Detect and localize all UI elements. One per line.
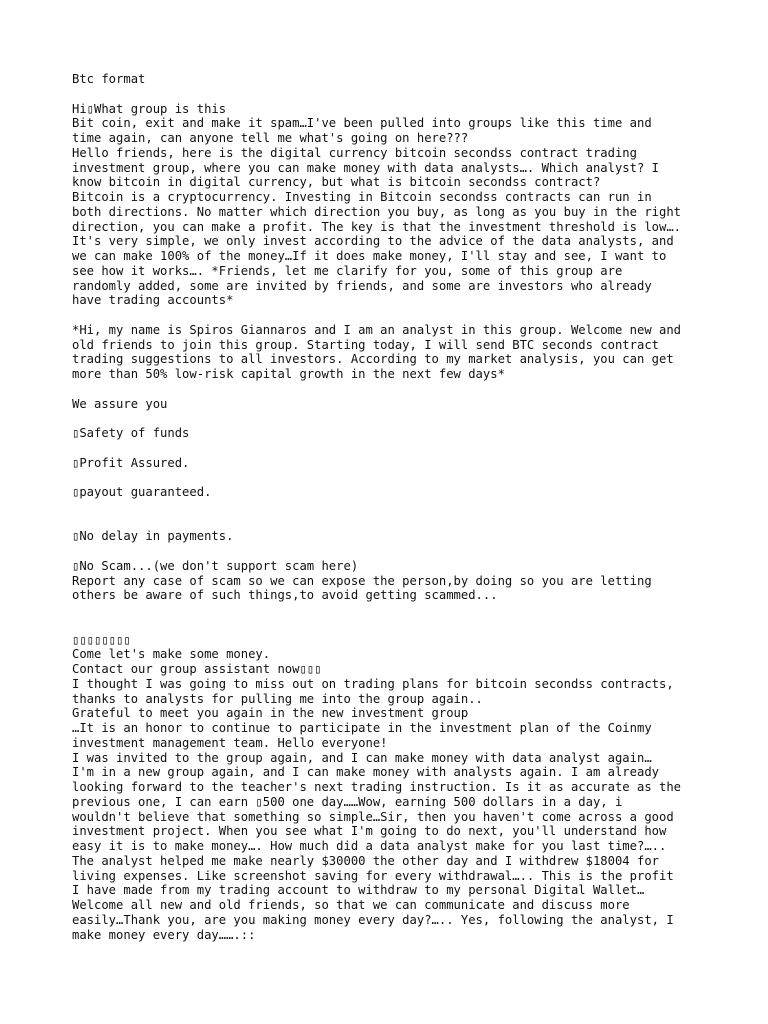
text-line: thanks to analysts for pulling me into the group again.. — [72, 691, 483, 706]
text-line: make money every day…….:: — [72, 927, 256, 942]
assurance-item: ▯No delay in payments. — [72, 529, 234, 544]
text-line: Report any case of scam so we can expose the person,by doing so you are letting — [72, 573, 652, 588]
text-line: time again, can anyone tell me what's going on here??? — [72, 131, 469, 145]
text-line: more than 50% low-risk capital growth in the next few days* — [72, 367, 505, 381]
text-line: investment project. When you see what I'm going to do next, you'll understand how — [72, 824, 667, 839]
text-line: know bitcoin in digital currency, but what is bitcoin secondss contract? — [72, 175, 601, 190]
text-line: wouldn't believe that something so simple…Sir, then you haven't come across a good — [72, 809, 674, 824]
text-line: ▯No Scam...(we don't support scam here) — [72, 558, 359, 573]
text-line: easy it is to make money…. How much did a data analyst make for you last time?….. — [72, 839, 667, 853]
text-line: I'm in a new group again, and I can make money with analysts again. I am already — [72, 765, 659, 780]
text-line: see how it works…. *Friends, let me clarify for you, some of this group are — [72, 263, 623, 278]
text-line: have trading accounts* — [72, 293, 234, 308]
intro-block — [72, 102, 712, 309]
text-line: I thought I was going to miss out on trading plans for bitcoin secondss contracts, — [72, 676, 674, 691]
testimonials-block — [72, 633, 712, 943]
text-line: living expenses. Like screenshot saving for every withdrawal….. This is the profit — [72, 868, 674, 883]
assurance-item: ▯payout guaranteed. — [72, 485, 212, 499]
text-line: trading suggestions to all investors. According to my market analysis, you can get — [72, 352, 674, 367]
assurance-item: ▯Safety of funds — [72, 426, 190, 440]
text-line: Welcome all new and old friends, so that we can communicate and discuss more — [72, 898, 630, 912]
text-line: others be aware of such things,to avoid getting scammed... — [72, 588, 498, 603]
text-line: easily…Thank you, are you making money every day?….. Yes, following the analyst, I — [72, 912, 674, 927]
text-line: randomly added, some are invited by friends, and some are investors who already — [72, 278, 652, 293]
text-line: Bit coin, exit and make it spam…I've been pulled into groups like this time and — [72, 116, 652, 131]
text-line: It's very simple, we only invest according to the advice of the data analysts, and — [72, 234, 674, 249]
text-line: looking forward to the teacher's next trading instruction. Is it as accurate as the — [72, 780, 682, 794]
assurance-item: ▯Profit Assured. — [72, 455, 190, 470]
text-line: both directions. No matter which direction you buy, as long as you buy in the right — [72, 204, 682, 219]
document-page — [72, 72, 712, 942]
text-line: investment management team. Hello everyone! — [72, 735, 388, 750]
text-line: Bitcoin is a cryptocurrency. Investing in Bitcoin secondss contracts can run in — [72, 190, 652, 204]
text-line: Hi▯What group is this — [72, 101, 227, 116]
scam-notice-block — [72, 559, 712, 603]
document-title: Btc format — [72, 72, 146, 86]
text-line: we can make 100% of the money…If it does make money, I'll stay and see, I want to — [72, 249, 667, 263]
text-line: Hello friends, here is the digital currency bitcoin secondss contract trading — [72, 145, 637, 160]
text-line: investment group, where you can make money with data analysts…. Which analyst? I — [72, 160, 659, 175]
text-line: Contact our group assistant now▯▯▯ — [72, 662, 322, 676]
text-line: I have made from my trading account to withdraw to my personal Digital Wallet… — [72, 883, 645, 898]
text-line: direction, you can make a profit. The key is that the investment threshold is low…. — [72, 219, 682, 234]
text-line: …It is an honor to continue to participate in the investment plan of the Coinmy — [72, 721, 652, 735]
text-line: Grateful to meet you again in the new investment group — [72, 706, 469, 721]
text-line: old friends to join this group. Starting today, I will send BTC seconds contract — [72, 337, 659, 352]
text-line: previous one, I can earn ▯500 one day……Wow, earning 500 dollars in a day, i — [72, 794, 623, 809]
text-line: *Hi, my name is Spiros Giannaros and I am an analyst in this group. Welcome new and — [72, 322, 682, 337]
analyst-intro-block — [72, 323, 712, 382]
text-line: ▯▯▯▯▯▯▯▯ — [72, 632, 131, 647]
text-line: Come let's make some money. — [72, 647, 271, 662]
assure-heading: We assure you — [72, 396, 168, 411]
text-line: The analyst helped me make nearly $30000 the other day and I withdrew $18004 for — [72, 853, 659, 868]
text-line: I was invited to the group again, and I can make money with data analyst again… — [72, 750, 652, 765]
